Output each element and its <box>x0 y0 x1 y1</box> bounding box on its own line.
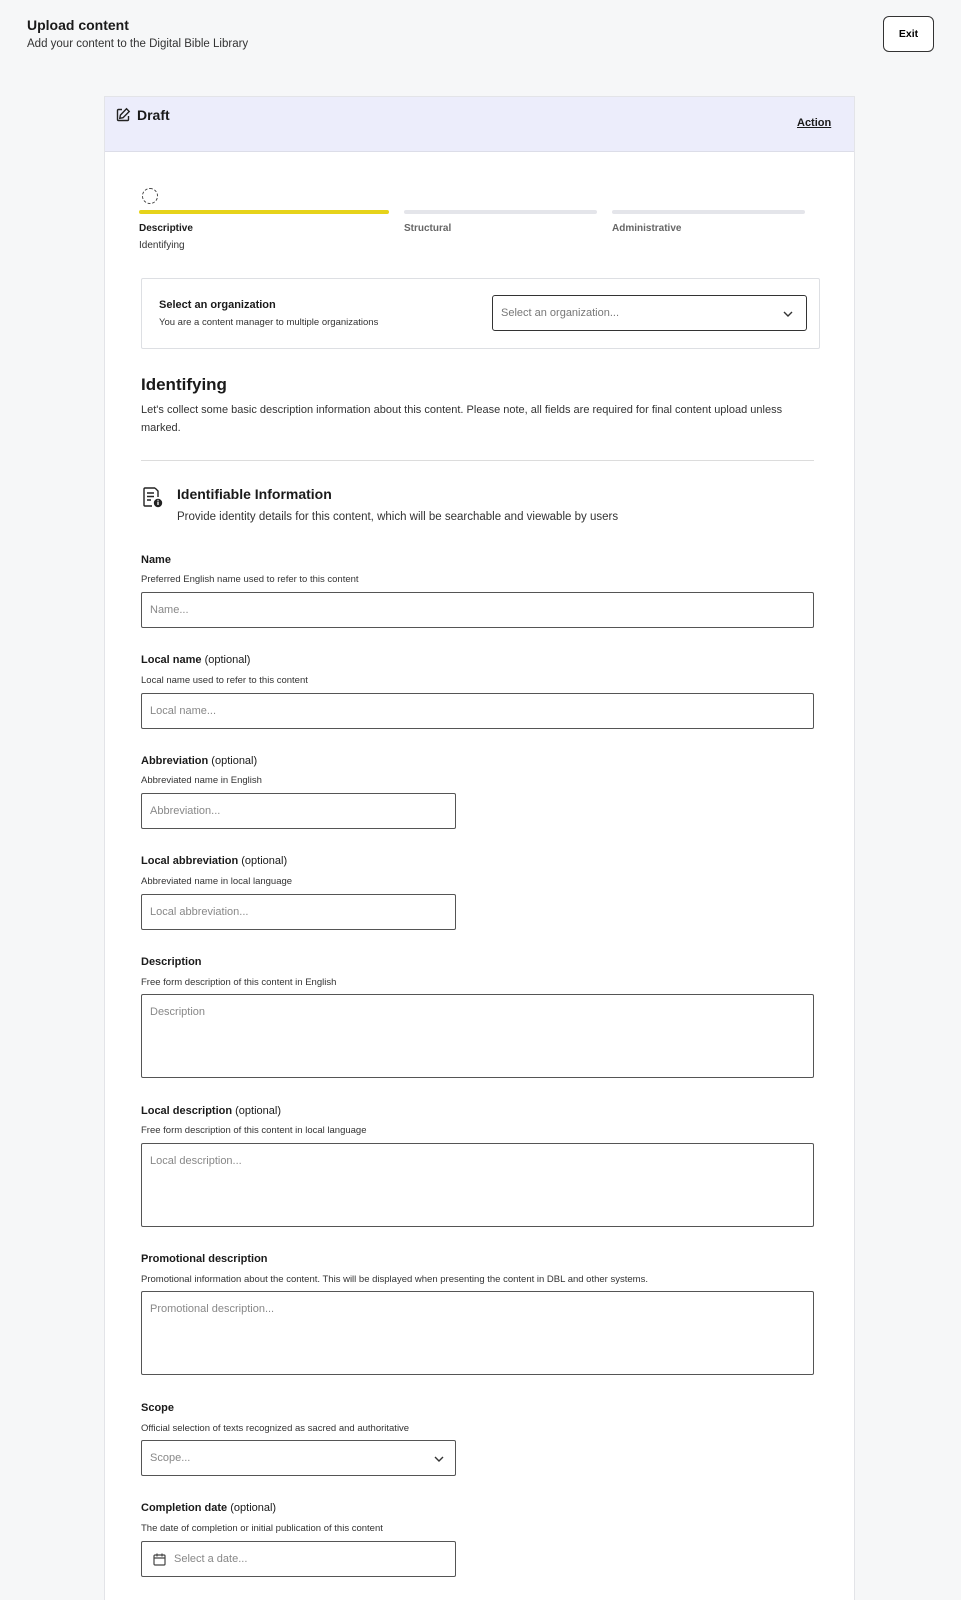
local-description-textarea[interactable] <box>141 1143 814 1227</box>
document-info-icon <box>141 486 163 508</box>
action-link[interactable]: Action <box>797 117 832 129</box>
chevron-down-icon <box>433 1453 445 1465</box>
organization-selector-box <box>141 278 820 349</box>
description-label: Description <box>141 956 202 968</box>
local-name-label: Local name (optional) <box>141 654 251 666</box>
completion-date-help: The date of completion or initial publication of this content <box>141 1523 383 1534</box>
organization-select[interactable] <box>492 295 807 331</box>
upload-card <box>104 96 855 1600</box>
local-name-input[interactable] <box>141 693 814 729</box>
page-title: Upload content <box>27 17 129 33</box>
step-sublabel-descriptive: Identifying <box>139 240 185 251</box>
promotional-description-label: Promotional description <box>141 1253 268 1265</box>
name-help: Preferred English name used to refer to this content <box>141 574 359 585</box>
name-label: Name <box>141 554 171 566</box>
draft-status-label: Draft <box>137 107 170 123</box>
description-textarea[interactable] <box>141 994 814 1078</box>
card-header <box>105 97 854 152</box>
step-label-structural[interactable]: Structural <box>404 223 452 234</box>
section-description: Let's collect some basic description information about this content. Please note, all fields are required for final content upload unless marked. <box>141 404 783 434</box>
abbreviation-label: Abbreviation (optional) <box>141 755 258 767</box>
exit-button[interactable]: Exit <box>883 16 934 52</box>
completion-date-placeholder: Select a date... <box>174 1553 248 1565</box>
calendar-icon <box>153 1553 166 1566</box>
promotional-description-textarea[interactable] <box>141 1291 814 1375</box>
abbreviation-input[interactable] <box>141 793 456 829</box>
step-label-descriptive[interactable]: Descriptive <box>139 223 193 234</box>
local-description-label: Local description (optional) <box>141 1105 281 1117</box>
local-abbreviation-help: Abbreviated name in local language <box>141 876 293 887</box>
scope-select-placeholder: Scope... <box>150 1452 191 1464</box>
completion-date-label: Completion date (optional) <box>141 1502 277 1514</box>
scope-help: Official selection of texts recognized as sacred and authoritative <box>141 1423 410 1434</box>
scope-select[interactable] <box>141 1440 456 1476</box>
section-title: Identifying <box>141 375 227 394</box>
name-input[interactable] <box>141 592 814 628</box>
completion-date-picker[interactable] <box>141 1541 456 1577</box>
step-bar-structural <box>404 210 597 214</box>
local-abbreviation-label: Local abbreviation (optional) <box>141 855 288 867</box>
local-abbreviation-input[interactable] <box>141 894 456 930</box>
organization-select-placeholder: Select an organization... <box>501 307 620 319</box>
local-description-help: Free form description of this content in local language <box>141 1125 367 1136</box>
promotional-description-help: Promotional information about the content. This will be displayed when presenting the content in DBL and other systems. <box>141 1274 648 1285</box>
top-bar <box>0 0 961 80</box>
organization-title: Select an organization <box>159 299 276 311</box>
abbreviation-help: Abbreviated name in English <box>141 775 262 786</box>
local-name-help: Local name used to refer to this content <box>141 675 308 686</box>
step-bar-administrative <box>612 210 805 214</box>
page-subtitle: Add your content to the Digital Bible Library <box>27 38 249 50</box>
chevron-down-icon <box>782 308 794 320</box>
info-block-subtitle: Provide identity details for this content, which will be searchable and viewable by users <box>177 511 619 523</box>
loading-spinner-icon <box>142 188 158 204</box>
organization-subtitle: You are a content manager to multiple organizations <box>159 317 379 328</box>
info-block-title: Identifiable Information <box>177 486 332 502</box>
step-label-administrative[interactable]: Administrative <box>612 223 682 234</box>
section-divider <box>141 460 814 461</box>
edit-icon <box>115 107 131 123</box>
step-bar-descriptive <box>139 210 389 214</box>
scope-label: Scope <box>141 1402 175 1414</box>
description-help: Free form description of this content in English <box>141 977 337 988</box>
